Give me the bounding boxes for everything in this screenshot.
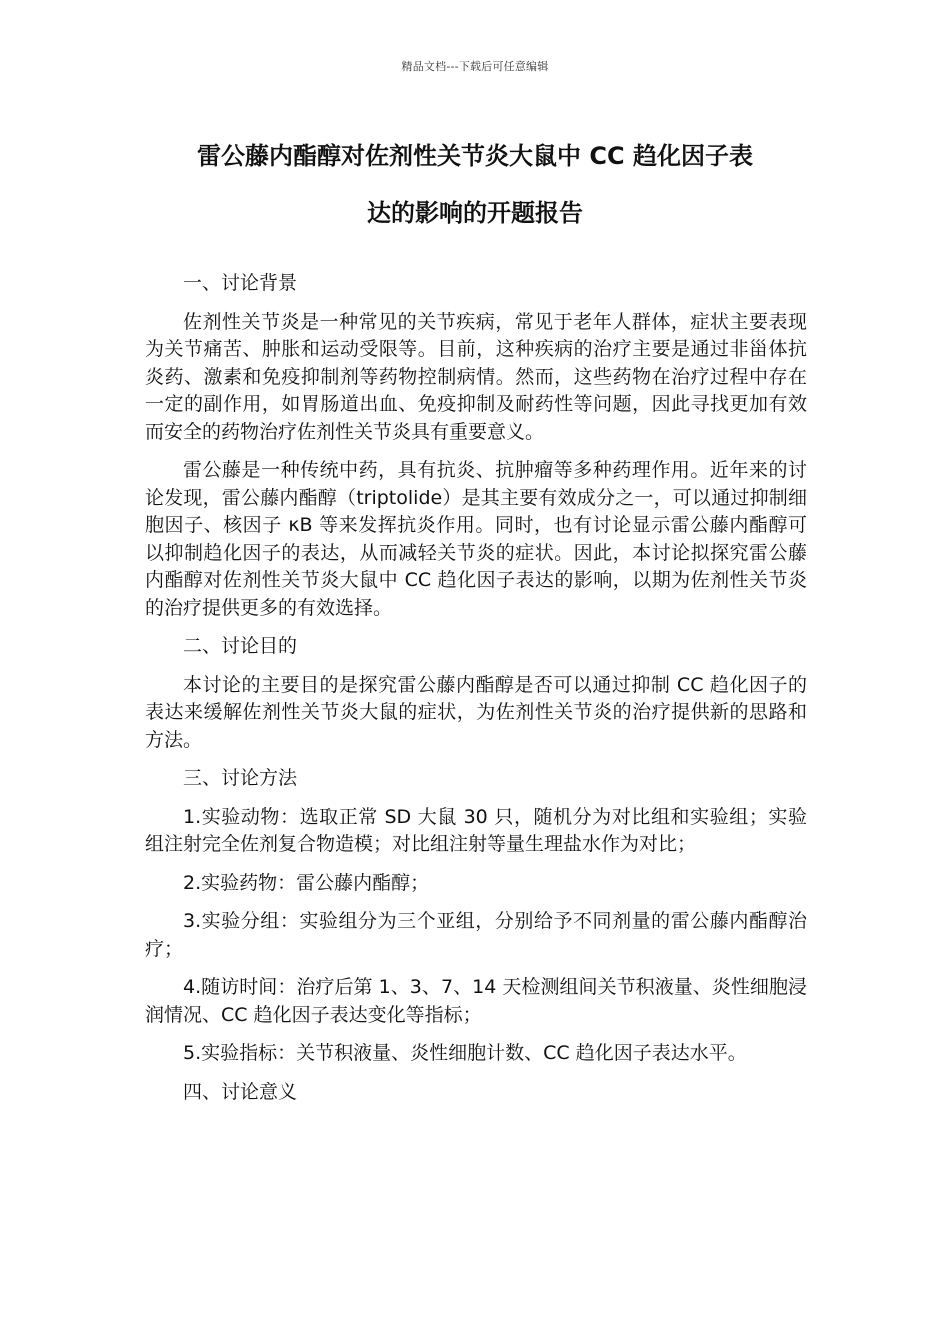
title-line-1: 雷公藤内酯醇对佐剂性关节炎大鼠中 CC 趋化因子表 [197, 142, 753, 170]
method-item-1: 1.实验动物：选取正常 SD 大鼠 30 只，随机分为对比组和实验组；实验组注射完全佐剂复合物造模；对比组注射等量生理盐水作为对比； [145, 805, 807, 855]
method-item-3: 3.实验分组：实验组分为三个亚组，分别给予不同剂量的雷公藤内酯醇治疗； [145, 910, 807, 960]
paragraph-background-1: 佐剂性关节炎是一种常见的关节疾病，常见于老年人群体，症状主要表现为关节痛苦、肿胀和运动受限等。目前，这种疾病的治疗主要是通过非甾体抗炎药、激素和免疫抑制剂等药物控制病情。然而，这些药物在治疗过程中存在一定的副作用，如胃肠道出血、免疫抑制及耐药性等问题，因此寻找更加有效而安全的药物治疗佐剂性关节炎具有重要意义。 [145, 310, 807, 443]
paragraph-purpose: 本讨论的主要目的是探究雷公藤内酯醇是否可以通过抑制 CC 趋化因子的表达来缓解佐剂性关节炎大鼠的症状，为佐剂性关节炎的治疗提供新的思路和方法。 [145, 673, 807, 751]
section-heading-background: 一、讨论背景 [183, 272, 298, 294]
method-item-5: 5.实验指标：关节积液量、炎性细胞计数、CC 趋化因子表达水平。 [183, 1042, 747, 1064]
document-body [145, 270, 807, 1117]
section-heading-significance: 四、讨论意义 [183, 1080, 298, 1103]
header-note: 精品文档---下载后可任意编辑 [401, 60, 549, 73]
section-heading-purpose: 二、讨论目的 [183, 635, 298, 657]
document-title [130, 128, 820, 242]
method-item-4: 4.随访时间：治疗后第 1、3、7、14 天检测组间关节积液量、炎性细胞浸润情况、CC 趋化因子表达变化等指标； [145, 976, 807, 1026]
paragraph-background-2: 雷公藤是一种传统中药，具有抗炎、抗肿瘤等多种药理作用。近年来的讨论发现，雷公藤内酯醇（triptolide）是其主要有效成分之一，可以通过抑制细胞因子、核因子 κB 等来发挥抗炎作用。同时，也有讨论显示雷公藤内酯醇可以抑制趋化因子的表达，从而减轻关节炎的症状。因此，本讨论拟探究雷公藤内酯醇对佐剂性关节炎大鼠中 CC 趋化因子表达的影响，以期为佐剂性关节炎的治疗提供更多的有效选择。 [145, 459, 807, 619]
method-item-2: 2.实验药物：雷公藤内酯醇； [183, 871, 430, 894]
section-heading-methods: 三、讨论方法 [183, 767, 298, 789]
title-line-2: 达的影响的开题报告 [367, 199, 583, 227]
